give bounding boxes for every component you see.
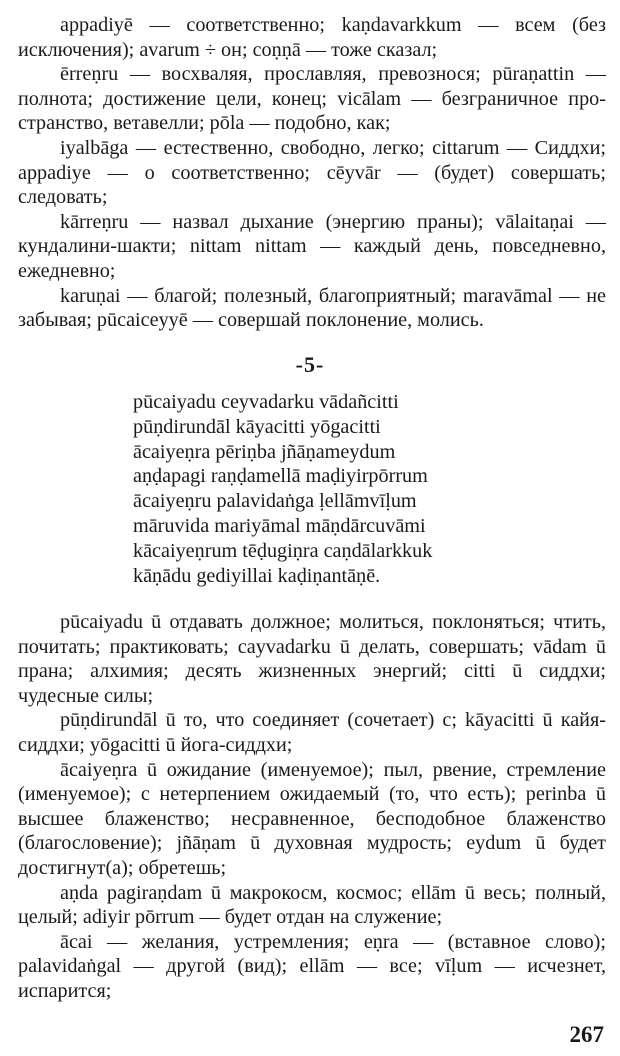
glossary-paragraph: ācai — желания, устремления; eṇra — (вставное слово); palavidaṅgal — другой (вид); ellām — все; vīḷum — исчезнет, испарится;	[18, 930, 606, 1002]
glossary-paragraph: ērreṇru — восхваляя, прославляя, превознося; pūraṇattin — полнота; достижение цели, конец; vicālam — безграничное пространство, ветавелли; pōla — подобно, как;	[18, 63, 606, 135]
glossary-paragraph: iyalbāga — естественно, свободно, легко; cittarum — Сиддхи; appadiye — о соответственно; cēyvār — (будет) совершать; следовать;	[18, 136, 606, 209]
glossary-paragraph: aṇda pagiraṇdam ū макрокосм, космос; ellām ū весь; полный, целый; adiyir pōrrum — будет отдан на служение;	[18, 881, 606, 929]
verse-line: pūṇdirundāl kāyacitti yōgacitti	[133, 415, 381, 438]
page-number: 267	[569, 1022, 604, 1047]
verse-line: kāṇādu gediyillai kaḍiṇantāṇē.	[133, 564, 381, 587]
verse-line: māruvida mariyāmal māṇdārcuvāmi	[133, 514, 426, 537]
verse-line: ācaiyeṇru palavidaṅga ḷellāmvīḷum	[133, 490, 417, 513]
glossary-paragraph: ācaiyeṇra ū ожидание (именуемое); пыл, рвение, стремление (именуемое); с нетерпением ожидаемый (то, что есть); perinba ū высшее блаженство; несравненное, бесподобное блаженство (благословение); jñāṇam ū духовная мудрость; eydum ū будет достигнут(а); обретешь;	[18, 758, 606, 879]
glossary-paragraph: pūṇdirundāl ū то, что соединяет (сочетает) с; kāyacitti ū кайя-сиддхи; yōgacitti ū йога-сиддхи;	[18, 709, 606, 756]
glossary-top	[18, 13, 606, 333]
glossary-paragraph: kārreṇru — назвал дыхание (энергию праны); vālaitaṇai — кундалини-шакти; nittam nittam — каждый день, повседневно, ежедневно;	[18, 210, 606, 282]
verse-line: ācaiyeṇra pēriṇba jñāṇameydum	[133, 440, 396, 463]
verse-line: pūcaiyadu ceyvadarku vādañcitti	[133, 391, 399, 413]
glossary-paragraph: karuṇai — благой; полезный, благоприятный; maravāmal — не забывая; pūcaiceyyē — совершай поклонение, молись.	[18, 284, 606, 332]
glossary-paragraph: pūcaiyadu ū отдавать должное; молиться, поклоняться; чтить, почитать; практиковать; cayvadarku ū делать, совершать; vādam ū прана; алхимия; десять жизненных энергий; citti ū сиддхи; чудесные силы;	[18, 611, 606, 707]
verse-block	[133, 390, 593, 588]
verse-line: kācaiyeṇrum tēḍugiṇra caṇdālarkkuk	[133, 539, 433, 562]
glossary-paragraph: appadiyē — соответственно; kaṇdavarkkum — всем (без исключения); avarum ÷ он; coṇṇā — тоже сказал;	[18, 14, 606, 61]
glossary-bottom	[18, 610, 606, 1004]
verse-number-heading: -5-	[295, 352, 325, 377]
verse-line: aṇḍapagi raṇḍamellā maḍiyirpōrrum	[133, 465, 428, 488]
